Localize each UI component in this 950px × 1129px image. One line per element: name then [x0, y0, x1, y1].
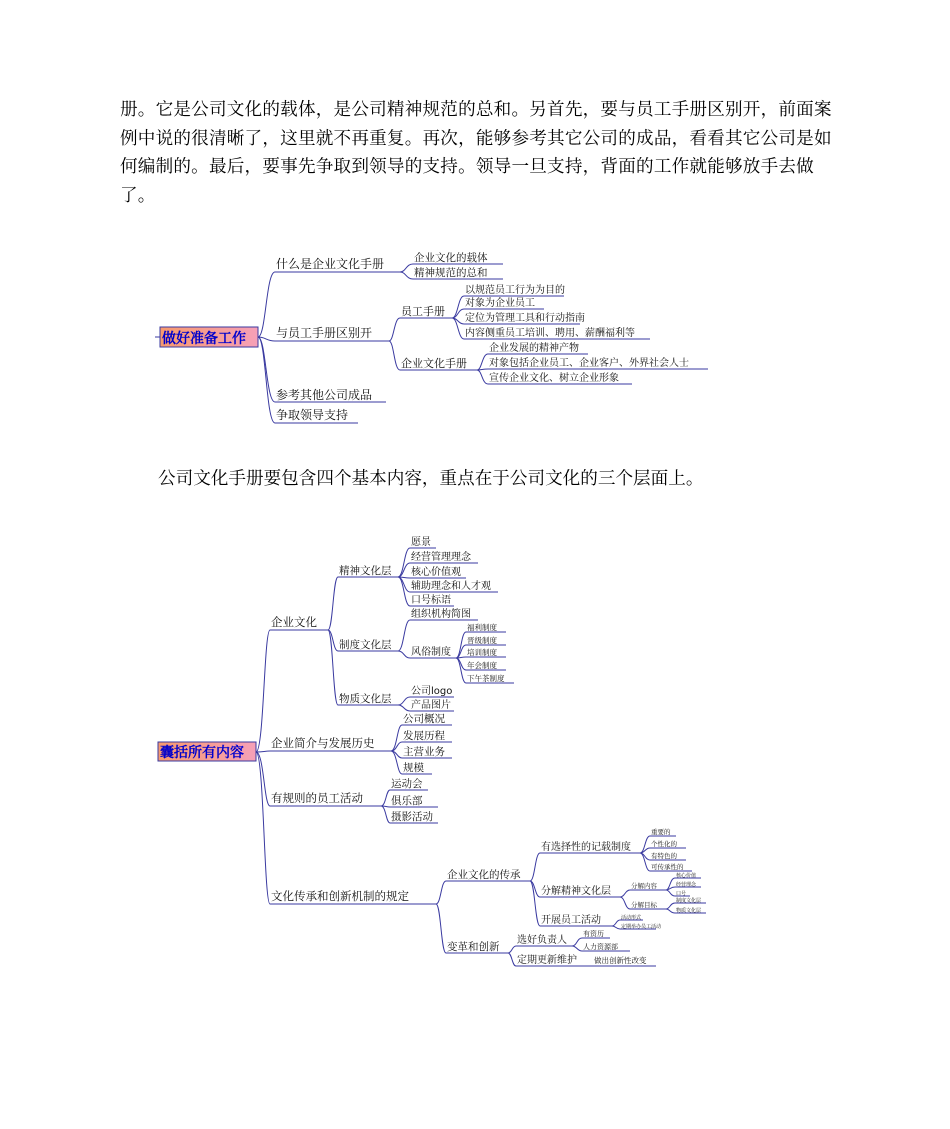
node-label: 做出创新性改变 — [594, 956, 647, 965]
node-label: 定期举办员工活动 — [621, 924, 662, 930]
node-label: 分解内容 — [631, 882, 657, 890]
node-label: 风俗制度 — [411, 647, 451, 658]
node-label: 分解目标 — [631, 901, 657, 909]
node-label: 公司logo — [411, 686, 453, 697]
intro-paragraph: 册。它是公司文化的载体，是公司精神规范的总和。另首先，要与员工手册区别开，前面案例中说的很清晰了，这里就不再重复。再次，能够参考其它公司的成品，看看其它公司是如何编制的。最后，要事先争取到领导的支持。领导一旦支持，背面的工作就能够放手去做了。 — [120, 100, 832, 206]
node-label: 发展历程 — [403, 730, 445, 742]
node-label: 物质文化层 — [339, 693, 392, 705]
node-label: 物质文化层 — [676, 908, 702, 914]
node-label: 以规范员工行为为目的 — [465, 285, 565, 296]
caption-paragraph: 公司文化手册要包含四个基本内容，重点在于公司文化的三个层面上。 — [158, 469, 704, 489]
node-label: 规模 — [403, 762, 424, 774]
node-label: 文化传承和创新机制的规定 — [271, 889, 409, 903]
node-label: 培训制度 — [467, 648, 497, 657]
node-label: 经营管理理念 — [411, 552, 471, 563]
node-label: 年会制度 — [467, 661, 497, 670]
node-label: 开展员工活动 — [541, 915, 601, 926]
root-node-label: 做好准备工作 — [162, 331, 246, 347]
node-label: 有选择性的记载制度 — [541, 842, 631, 853]
node-label: 主营业务 — [403, 746, 445, 758]
node-label: 辅助理念和人才观 — [411, 581, 491, 592]
node-label: 愿景 — [411, 537, 431, 548]
node-label: 经营理念 — [676, 882, 697, 888]
root-node-label: 囊括所有内容 — [160, 745, 244, 761]
node-label: 争取领导支持 — [276, 408, 349, 422]
node-label: 变革和创新 — [447, 941, 500, 953]
node-label: 产品图片 — [411, 700, 451, 711]
node-label: 制度文化层 — [676, 898, 702, 904]
node-label: 参考其他公司成品 — [276, 388, 373, 402]
node-label: 核心价值观 — [411, 567, 461, 578]
node-label: 企业文化的传承 — [447, 869, 521, 881]
node-label: 晋级制度 — [467, 636, 497, 645]
node-label: 俱乐部 — [391, 795, 423, 807]
node-label: 口号标语 — [411, 595, 451, 606]
node-label: 企业文化 — [271, 615, 317, 629]
node-label: 对象为企业员工 — [465, 298, 535, 309]
node-label: 什么是企业文化手册 — [276, 257, 385, 271]
node-label: 企业发展的精神产物 — [489, 343, 579, 354]
node-label: 个性化的 — [651, 840, 677, 848]
node-label: 内容侧重员工培训、聘用、薪酬福利等 — [465, 328, 635, 339]
node-label: 选好负责人 — [517, 935, 567, 946]
node-label: 人力资源部 — [583, 943, 618, 951]
node-label: 摄影活动 — [391, 811, 433, 823]
node-label: 可传承性的 — [651, 863, 684, 871]
node-label: 福利制度 — [467, 623, 497, 632]
node-label: 企业文化手册 — [401, 357, 467, 370]
node-label: 组织机构简图 — [411, 609, 471, 620]
node-label: 定位为管理工具和行动指南 — [465, 313, 585, 324]
node-label: 有特色的 — [651, 852, 677, 860]
node-label: 员工手册 — [401, 305, 445, 318]
node-label: 对象包括企业员工、企业客户、外界社会人士 — [489, 358, 689, 369]
node-label: 运动会 — [391, 778, 423, 790]
node-label: 精神文化层 — [339, 565, 392, 577]
node-label: 重要的 — [651, 828, 671, 836]
node-label: 有规则的员工活动 — [271, 791, 363, 805]
node-label: 分解精神文化层 — [541, 886, 611, 897]
node-label: 下午茶制度 — [467, 674, 505, 683]
node-label: 企业简介与发展历史 — [271, 736, 375, 750]
node-label: 与员工手册区别开 — [276, 326, 373, 340]
node-label: 口号 — [676, 891, 687, 897]
node-label: 公司概况 — [403, 713, 445, 725]
node-label: 有资历 — [583, 930, 604, 938]
node-label: 宣传企业文化、树立企业形象 — [489, 373, 619, 384]
node-label: 精神规范的总和 — [414, 267, 488, 279]
node-label: 定期更新维护 — [517, 955, 577, 966]
node-label: 制度文化层 — [339, 639, 392, 651]
node-label: 活动形式 — [621, 915, 642, 921]
node-label: 企业文化的载体 — [414, 252, 488, 264]
node-label: 核心价值 — [676, 873, 697, 879]
